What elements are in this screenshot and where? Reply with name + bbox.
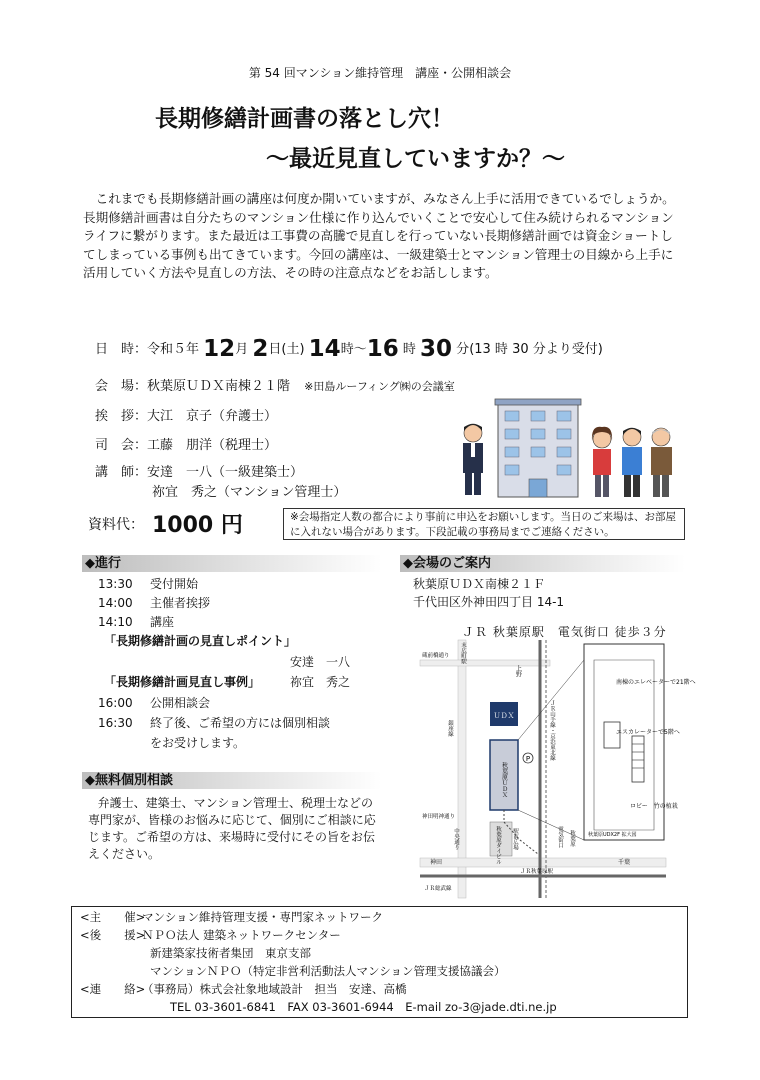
escalator-note: エスカレーターで5階へ	[616, 729, 680, 736]
date-label: 日 時：	[95, 342, 148, 357]
daibiru-label: 秋葉原ダイビル	[495, 826, 501, 865]
program-time: 13:30	[98, 577, 133, 591]
lecturer-2: 祢宜 秀之（マンション管理士）	[152, 485, 347, 500]
venue-address-1: 秋葉原ＵＤＸ南棟２１Ｆ	[413, 577, 546, 591]
contact-phone-email: TEL 03-3601-6841 FAX 03-3601-6944 E-mail zo-3@jade.dti.ne.jp	[170, 1000, 557, 1014]
contact-label: <連 絡>	[80, 982, 146, 996]
main-title: 長期修繕計画書の落とし穴！	[155, 106, 454, 132]
exit-label-2: 電気街口	[557, 826, 563, 848]
host-name: マンション維持管理支援・専門家ネットワーク	[142, 910, 383, 924]
talk1-title: 「長期修繕計画の見直しポイント」	[104, 634, 297, 648]
program-text: 受付開始	[150, 577, 199, 591]
date-era: 令和５年	[147, 342, 200, 357]
access-map	[420, 640, 696, 898]
talk2-speaker: 祢宜 秀之	[290, 675, 351, 689]
lecturer-row	[95, 461, 303, 480]
talk1-speaker: 安達 一八	[290, 655, 351, 669]
program-item-cont: をお受けします。	[150, 736, 246, 750]
lecturer-1: 安達 一八（一級建築士）	[147, 465, 304, 480]
consult-heading: ◆無料個別相談	[82, 772, 382, 789]
exit-label-1: 駅前広場	[512, 828, 518, 850]
jr-line-label: ＪＲ山手線・京浜東北線	[549, 700, 555, 761]
date-month: 12	[203, 336, 236, 362]
contact-office: （事務局）株式会社象地域設計 担当 安達、高橋	[142, 982, 407, 996]
venue-address-2: 千代田区外神田四丁目 14-1	[413, 595, 565, 609]
month-unit: 月	[235, 342, 249, 357]
kanda2-label: 神田	[430, 859, 443, 866]
lobby-note: ロビー 竹の植栽	[630, 803, 678, 810]
program-time: 16:30	[98, 716, 133, 730]
end-hour: 16	[366, 336, 399, 362]
akihabara-label: 秋葉原	[569, 830, 575, 847]
udx2f-caption: 秋葉原UDX2F 拡大図	[588, 832, 637, 838]
program-time: 14:00	[98, 596, 133, 610]
start-hour: 14	[308, 336, 341, 362]
reception-time: (13 時 30 分より受付)	[469, 342, 603, 357]
apartment-building-icon	[495, 399, 581, 497]
program-item	[98, 575, 198, 592]
map-caption: ＪＲ 秋葉原駅 電気街口 徒歩３分	[462, 625, 667, 639]
venue-label: 会 場：	[95, 379, 148, 394]
greeting-row	[95, 405, 277, 424]
support-org-2: 新建築家技術者集団 東京支部	[150, 946, 311, 960]
mc-person: 工藤 朋洋（税理士）	[147, 438, 278, 453]
support-org-3: マンションＮＰＯ（特定非営利活動法人マンション管理支援協議会）	[150, 964, 506, 978]
program-heading: ◆進行	[82, 555, 382, 572]
program-text: 講座	[150, 615, 175, 629]
date-row	[95, 336, 603, 362]
program-item	[98, 694, 210, 711]
event-series-header: 第 54 回マンション維持管理 講座・公開相談会	[248, 66, 512, 80]
elevator-note: 南棟のエレベーターで21階へ	[616, 679, 696, 686]
end-minute: 30	[420, 336, 453, 362]
support-org-1: ＮＰＯ法人 建築ネットワークセンター	[142, 928, 341, 942]
program-item	[98, 714, 330, 731]
udx-south-label: 秋葉原ＵＤＸ	[500, 762, 508, 798]
support-row	[80, 926, 687, 944]
date-weekday: (土)	[281, 342, 305, 357]
building-people-illustration	[455, 395, 685, 505]
kuramae-label: 蔵前橋通り	[422, 653, 450, 659]
greeting-label: 挨 拶：	[95, 409, 148, 424]
venue-name: 秋葉原ＵＤＸ南棟２１階	[147, 379, 291, 394]
program-item	[98, 613, 174, 630]
consult-text: 弁護士、建築士、マンション管理士、税理士などの専門家が、皆様のお悩みに応じて、個別にご相談に応じます。ご希望の方は、来場時に受付にその旨をお伝えください。	[88, 796, 376, 861]
fee-value: 1000 円	[152, 513, 243, 538]
kanda-label: 神田明神通り	[422, 814, 456, 820]
start-unit: 時～	[340, 342, 367, 357]
chiba-label: 千葉	[618, 859, 631, 866]
end-unit: 時	[402, 342, 416, 357]
man-in-suit-icon	[463, 424, 483, 495]
lecturer-label: 講 師：	[95, 465, 148, 480]
suehiro-label: 末広町駅	[460, 642, 466, 664]
talk2-title: 「長期修繕計画見直し事例」	[104, 675, 261, 689]
subtitle: ～最近見直していますか？～	[266, 146, 565, 172]
contact-row	[80, 980, 687, 998]
program-item	[98, 594, 210, 611]
man-blue-icon	[622, 428, 642, 497]
program-text: 終了後、ご希望の方には個別相談	[150, 716, 331, 730]
mc-label: 司 会：	[95, 438, 148, 453]
organizer-box	[71, 906, 688, 1018]
day-unit: 日	[268, 342, 282, 357]
support-label: <後 援>	[80, 928, 146, 942]
jr-akiba-label: ＪＲ秋葉原駅	[520, 869, 554, 875]
date-day: 2	[252, 336, 269, 362]
reservation-notice: ※会場指定人数の都合により事前に申込をお願いします。当日のご来場は、お部屋に入れない場合があります。下段記載の事務局までご連絡ください。	[283, 508, 685, 540]
fee-label: 資料代：	[88, 517, 144, 533]
ueno-label: 上野	[514, 665, 522, 677]
venue-heading: ◆会場のご案内	[400, 555, 685, 572]
ginza-label: 銀座線	[447, 720, 453, 737]
end-minute-unit: 分	[456, 342, 470, 357]
udx-2f-inset	[584, 644, 664, 840]
intro-paragraph: これまでも長期修繕計画の講座は何度か開いていますが、みなさん上手に活用できているでしょうか。長期修繕計画書は自分たちのマンション仕様に作り込んでいくことで安心して住み続けられるマンションライフに繋がります。また最近は工事費の高騰で見直しを行っていない長期修繕計画では資金ショートしてしまっている事例も出てきています。今回の講座は、一級建築士とマンション管理士の目線から上手に活用していく方法や見直しの方法、その時の注意点などをお話しします。	[83, 191, 675, 281]
parking-icon: P	[525, 755, 531, 763]
chuo-label: 中央通り	[453, 828, 459, 850]
greeting-person: 大江 京子（弁護士）	[147, 409, 278, 424]
mc-row	[95, 434, 277, 453]
program-text: 主催者挨拶	[150, 596, 211, 610]
venue-row	[95, 375, 455, 394]
program-text: 公開相談会	[150, 696, 211, 710]
program-time: 16:00	[98, 696, 133, 710]
woman-icon	[592, 427, 612, 497]
jr-sobu-label: ＪＲ総武線	[424, 886, 452, 892]
program-time: 14:10	[98, 615, 133, 629]
host-label: <主 催>	[80, 910, 146, 924]
elderly-man-icon	[651, 428, 672, 497]
host-row	[80, 908, 687, 926]
venue-note: ※田島ルーフィング㈱の会議室	[304, 380, 455, 393]
udx-label: ＵＤＸ	[493, 712, 515, 720]
